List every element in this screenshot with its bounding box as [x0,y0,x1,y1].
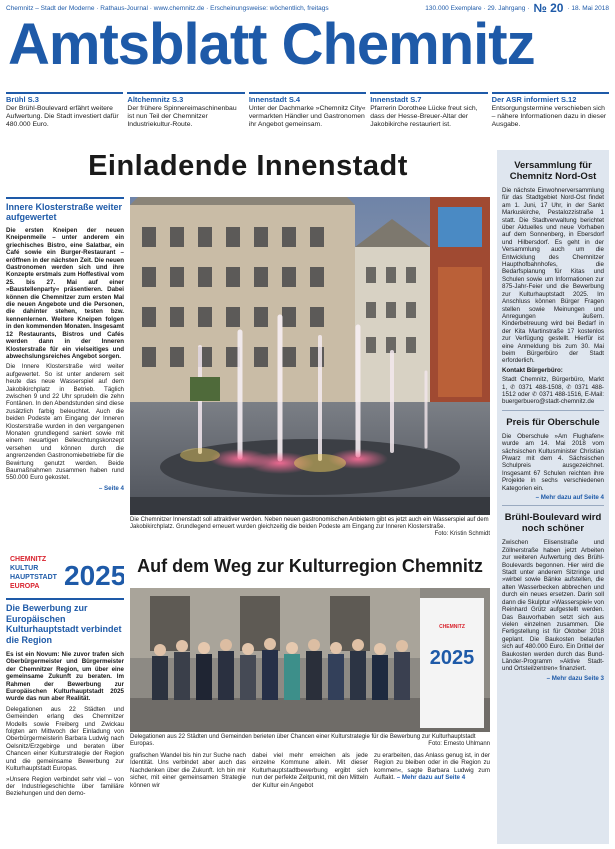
teaser-text: Der Brühl-Boulevard erfährt weitere Aufwertung. Die Stadt investiert dafür 480.000 Euro. [6,105,119,128]
contact-head: Kontakt Bürgerbüro: [502,366,563,374]
teaser-head: Innenstadt S.4 [248,95,301,104]
photo-credit: Foto: Ernesto Uhlmann [428,741,490,747]
teaser-item[interactable] [249,92,366,144]
sidebar-body: Zwischen Elisenstraße und Zöllnerstraße haben jetzt Arbeiten zur weiteren Aufwertung des Brühl-Boulevards begonnen. Hier wird die Stadt unter anderem Sitzringe und »wirbel sowie Bänke aufstellen, die alten Wasserbecken abbrechen und durch ein neues ersetzen. Darin soll dann die Skulptur »Wasserspiel« von Reinhard Grütz aufgestellt werden. Das Bauvorhaben setzt sich aus vielen einzelnen zusammen. Die Fertigstellung ist für Oktober 2018 geplant. Die Baukosten belaufen sich auf 480.000 Euro. Ein Drittel der Baukosten werden durch das Bund-Länder-Programm »Aktive Stadt- und Ortsteilzentren« finanziert. [502,539,604,673]
article-col: grafischen Wandel bis hin zur Suche nach Identität. Uns verbindet aber auch das Nachdenken über die Zukunft. Ich bin mir sicher, mit einer gemeinsamen Strategie können wir [130,752,246,789]
teaser-strip [6,92,609,144]
group-illustration [130,588,490,732]
teaser-head: Der ASR informiert S.12 [491,95,577,104]
second-more-link[interactable]: – Mehr dazu auf Seite 4 [396,774,466,782]
article-col [374,752,490,789]
sidebar-head-versammlung: Versammlung für Chemnitz Nord-Ost [509,160,597,182]
fountain-photo [130,197,490,515]
second-lead: Es ist ein Novum: Nie zuvor trafen sich Oberbürgermeister und Bürgermeister der Chemnitzer Region, um über eine gemeinsame Zukunft zu beraten. Im Rahmen der Bewerbung zur Europäischen Kulturhauptstadt 2025 wurde das nun aber Realität. [6,651,124,703]
banner-year: 2025 [429,647,475,669]
sidebar-head-bruehl: Brühl-Boulevard wird noch schöner [504,512,602,535]
sidebar-body: Die nächste Einwohnerversammlung für das Stadtgebiet Nord-Ost findet am 1. Juni, 17 Uhr, in der Sankt Markuskirche, Pestalozzistraße 1 statt. Die Stadtverwaltung berichtet über Aktuelles und neue Vorhaben auf dem Sonnenberg, in Ebersdorf und Hilbersdorf. Es geht in der Versammlung auch um die Entwicklung des Chemnitzer Haupthofbahnhofes, die Bedarfsplanung für Kitas und Schulen sowie um Informationen zur 875-Jahr-Feier und die Bewerbung zur Kulturhauptstadt 2025. Im Anschluss können Bürger Fragen stellen sowie Meinungen und Anregungen äußern. Kinderbetreuung wird bei Bedarf in der Kita Martinstraße 17 kostenlos zur Verfügung gestellt. Hierfür ist eine Anmeldung bis zum 30. Mai beim Bürgerbüro der Stadt erforderlich. [502,187,604,365]
caption-text: Die Chemnitzer Innenstadt soll attraktiver werden. Neben neuen gastronomischen Anbietern gibt es jetzt auch ein Wasserspiel auf dem Jakobikirchplatz. Grundlegend erneuert wurden gleichzeitig die beiden Podeste am Eingang zur Inneren Klosterstraße. [130,517,489,530]
photo-credit: Foto: Kristin Schmidt [434,531,490,537]
group-photo [130,588,490,732]
masthead-title: Amtsblatt Chemnitz [8,12,535,77]
teaser-item[interactable] [6,92,123,144]
second-left-head: Die Bewerbung zur Europäischen Kulturhauptstadt verbindet die Region [6,598,124,645]
teaser-item[interactable] [127,92,244,144]
sidebar-body: Die Oberschule »Am Flughafen« wurde am 14. Mai 2018 vom sächsischen Kultusminister Christian Piwarz mit dem 4. Sächsischen Schulpreis ausgezeichnet. Insgesamt 67 Schulen reichten ihre Projekte in sechs verschiedenen Kategorien ein. [502,432,604,492]
teaser-text: Unter der Dachmarke »Chemnitz City« vermarkten Händler und Gastronomen ihr Angebot gemeinsam. [248,105,366,128]
publisher-line: Chemnitz – Stadt der Moderne · Rathaus-Journal · www.chemnitz.de · Erscheinungsweise: wöchentlich, freitags [6,4,329,12]
second-para: »Unsere Region verbindet sehr viel – von der Industriegeschichte über familiäre Beziehungen und den demo- [6,775,124,798]
main-subhead: Innere Klosterstraße weiter aufgewertet [6,197,124,222]
sidebar [497,150,609,844]
logo-line4: EUROPA [10,583,40,590]
logo-graphic [8,552,124,592]
teaser-text: Pfarrerin Dorothee Lücke freut sich, dass der Hesse-Breuer-Altar der Jakobikirche restauriert ist. [370,105,478,128]
sidebar-head-preis: Preis für Oberschule [506,416,600,428]
group-caption [130,734,490,748]
kulturhauptstadt-logo [8,552,124,592]
teaser-item[interactable] [492,92,609,144]
logo-line3: HAUPTSTADT [10,574,57,581]
teaser-item[interactable] [370,92,487,144]
caption-text: Delegationen aus 22 Städten und Gemeinden berieten über Chancen einer Kulturstrategie für die Bewerbung zur Kulturhauptstadt Europas. [130,734,476,747]
fountain-illustration [130,197,490,515]
divider [502,505,604,506]
issue-date: · 18. Mai 2018 [567,4,609,12]
main-headline: Einladende Innenstadt [88,150,408,182]
second-para: Delegationen aus 22 Städten und Gemeinden erlang des Chemnitzer Modells sowie Freiberg und Zwickau folgten am Mittwoch der Einladung von Oberbürgermeisterin Barbara Ludwig nach Oelsnitz/Erzgebirge und beraten über Chancen einer Kulturstrategie der Region und die gemeinsame Bewerbung zur Kulturhauptstadt Europas. [6,705,124,773]
sidebar-more-link[interactable]: – Mehr dazu auf Seite 4 [535,494,604,502]
logo-line2: KULTUR [10,565,39,572]
main-more-link[interactable]: – Seite 4 [98,484,124,492]
banner-text: CHEMNITZ [439,624,465,630]
photo-caption [130,517,490,538]
teaser-head: Brühl S.3 [6,95,39,104]
teaser-text: Entsorgungstermine verschieben sich – nähere Informationen dazu in dieser Ausgabe. [491,105,607,128]
teaser-text: Der frühere Spinnereimaschinenbau ist nun Teil der Chemnitzer Industriekultur-Route. [127,105,237,128]
sidebar-more-link[interactable]: – Mehr dazu Seite 3 [546,674,604,682]
second-left-body [6,651,124,801]
main-article-column [6,197,124,495]
issue-number: № 20 [533,1,564,15]
divider [502,410,604,411]
article-col: dabei viel mehr erreichen als jede einzelne Kommune allein. Mit dieser Kulturhauptstadtbewerbung ergibt sich nun der perfekte Zeitpunkt, mit den Mitteln der Kultur ein Angebot [252,752,368,789]
copies-line: 130.000 Exemplare · 29. Jahrgang · [425,4,530,12]
teaser-head: Innenstadt S.7 [370,95,422,104]
main-lead: Die ersten Kneipen der neuen Kneipenmeile – unter anderem ein griechisches Bistro, eine Salatbar, ein Café sowie ein Burger-Restaurant – eröffnen in der nächsten Zeit. Die neuen Gastronomen werden sich und ihre Konzepte erstmals zum Hoffestival vom 25. bis 27. Mai auf einer »Baustellenparty« präsentieren. Dabei können die Chemnitzer zum ersten Mal die neuen Angebote und die Personen, die dahinter stehen, testen bzw. kennenlernen. Weitere Kneipen folgen in den kommenden Monaten. Insgesamt 12 Restaurants, Bistros und Cafés werden dann in der Inneren Klosterstraße für ein vielseitiges und abwechslungsreiches Angebot sorgen. [6,227,124,360]
main-body: Die Innere Klosterstraße wird weiter aufgewertet. So ist unter anderem seit heute das neue Wasserspiel auf dem Jakobikirchplatz in Betrieb. Täglich zwischen 9 und 22 Uhr sprudeln die zehn Fontänen. In den Abendstunden sind diese zusätzlich farbig beleuchtet. Auch die beiden Podeste am Eingang der Inneren Klosterstraße wurden in den vergangenen Monaten grundlegend saniert sowie mit einem neuartigen Beleuchtungskonzept versehen und können durch die angrenzenden Gastronomiebetriebe für die Bewirtung genutzt werden. Beide Baumaßnahmen zusammen haben rund 550.000 Euro gekostet. [6,363,124,482]
second-headline: Auf dem Weg zur Kulturregion Chemnitz [137,556,483,576]
contact-text: Stadt Chemnitz, Bürgerbüro, Markt 1, ✆ 0371 488-1508, ✆ 0371 488-1512 oder ✆ 0371 488-1516, E-Mail: buergerbuero@stadt-chemnitz.de [502,376,604,406]
second-article-columns [130,752,490,789]
logo-line1: CHEMNITZ [10,556,47,563]
article-col-text: zu erarbeiten, das Anlass genug ist, in der Region zu bleiben oder in die Region zu kommen«, sagte Barbara Ludwig zum Auftakt. [374,752,490,782]
logo-year: 2025 [64,560,124,591]
teaser-head: Altchemnitz S.3 [127,95,184,104]
